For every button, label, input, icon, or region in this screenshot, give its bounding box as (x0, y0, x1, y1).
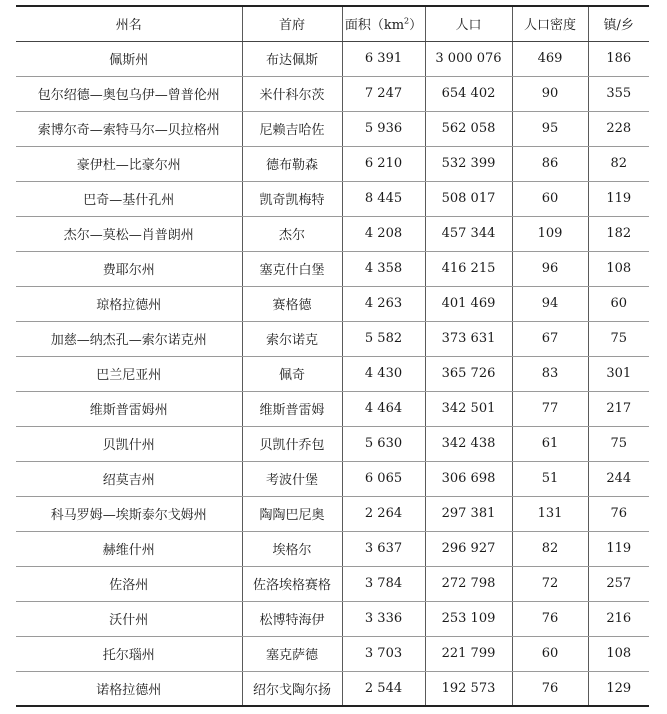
cell-density: 83 (512, 356, 588, 391)
cell-seat: 布达佩斯 (242, 41, 342, 76)
cell-towns: 75 (588, 426, 649, 461)
cell-towns: 301 (588, 356, 649, 391)
table-row (16, 321, 649, 356)
cell-population: 654 402 (425, 76, 512, 111)
cell-towns: 108 (588, 636, 649, 671)
cell-area: 5 582 (342, 321, 425, 356)
cell-county: 科马罗姆—埃斯泰尔戈姆州 (16, 496, 242, 531)
cell-county: 诺格拉德州 (16, 671, 242, 706)
cell-population: 296 927 (425, 531, 512, 566)
table-row (16, 251, 649, 286)
cell-towns: 186 (588, 41, 649, 76)
cell-towns: 244 (588, 461, 649, 496)
cell-county: 赫维什州 (16, 531, 242, 566)
cell-county: 杰尔—莫松—肖普朗州 (16, 216, 242, 251)
cell-county: 维斯普雷姆州 (16, 391, 242, 426)
county-table (16, 5, 649, 707)
cell-seat: 绍尔戈陶尔扬 (242, 671, 342, 706)
cell-county: 佩斯州 (16, 41, 242, 76)
cell-density: 109 (512, 216, 588, 251)
cell-density: 96 (512, 251, 588, 286)
cell-seat: 塞克萨德 (242, 636, 342, 671)
cell-area: 2 264 (342, 496, 425, 531)
cell-county: 绍莫吉州 (16, 461, 242, 496)
table-row (16, 356, 649, 391)
header-area (342, 6, 425, 41)
cell-population: 221 799 (425, 636, 512, 671)
header-area-sup: 2 (404, 16, 410, 26)
table-row (16, 286, 649, 321)
cell-seat: 考波什堡 (242, 461, 342, 496)
cell-area: 2 544 (342, 671, 425, 706)
cell-population: 457 344 (425, 216, 512, 251)
table-row (16, 111, 649, 146)
cell-population: 342 501 (425, 391, 512, 426)
cell-population: 532 399 (425, 146, 512, 181)
table-row (16, 531, 649, 566)
cell-county: 费耶尔州 (16, 251, 242, 286)
cell-area: 4 430 (342, 356, 425, 391)
cell-area: 5 630 (342, 426, 425, 461)
cell-towns: 75 (588, 321, 649, 356)
cell-density: 94 (512, 286, 588, 321)
table-header (16, 6, 649, 41)
cell-density: 72 (512, 566, 588, 601)
cell-density: 90 (512, 76, 588, 111)
cell-population: 192 573 (425, 671, 512, 706)
header-seat: 首府 (242, 6, 342, 41)
cell-towns: 119 (588, 531, 649, 566)
cell-towns: 257 (588, 566, 649, 601)
cell-area: 8 445 (342, 181, 425, 216)
header-county: 州名 (16, 6, 242, 41)
cell-density: 131 (512, 496, 588, 531)
cell-area: 3 336 (342, 601, 425, 636)
cell-density: 469 (512, 41, 588, 76)
cell-area: 3 703 (342, 636, 425, 671)
cell-density: 76 (512, 671, 588, 706)
cell-population: 416 215 (425, 251, 512, 286)
table-row (16, 76, 649, 111)
cell-county: 佐洛州 (16, 566, 242, 601)
table-row (16, 671, 649, 706)
cell-county: 加慈—纳杰孔—索尔诺克州 (16, 321, 242, 356)
cell-towns: 355 (588, 76, 649, 111)
cell-seat: 杰尔 (242, 216, 342, 251)
cell-towns: 228 (588, 111, 649, 146)
cell-seat: 赛格德 (242, 286, 342, 321)
header-towns: 镇/乡 (588, 6, 649, 41)
cell-seat: 佐洛埃格赛格 (242, 566, 342, 601)
cell-area: 4 358 (342, 251, 425, 286)
cell-county: 沃什州 (16, 601, 242, 636)
cell-towns: 119 (588, 181, 649, 216)
cell-population: 253 109 (425, 601, 512, 636)
cell-towns: 60 (588, 286, 649, 321)
cell-seat: 索尔诺克 (242, 321, 342, 356)
cell-area: 6 391 (342, 41, 425, 76)
header-row (16, 6, 649, 41)
cell-density: 60 (512, 181, 588, 216)
cell-density: 77 (512, 391, 588, 426)
cell-seat: 贝凯什乔包 (242, 426, 342, 461)
cell-density: 51 (512, 461, 588, 496)
cell-area: 6 210 (342, 146, 425, 181)
county-table-container (16, 5, 649, 707)
cell-population: 373 631 (425, 321, 512, 356)
cell-towns: 82 (588, 146, 649, 181)
cell-county: 巴奇—基什孔州 (16, 181, 242, 216)
cell-seat: 米什科尔茨 (242, 76, 342, 111)
cell-towns: 182 (588, 216, 649, 251)
cell-population: 3 000 076 (425, 41, 512, 76)
cell-seat: 尼赖吉哈佐 (242, 111, 342, 146)
cell-density: 67 (512, 321, 588, 356)
cell-seat: 埃格尔 (242, 531, 342, 566)
cell-density: 76 (512, 601, 588, 636)
cell-county: 索博尔奇—索特马尔—贝拉格州 (16, 111, 242, 146)
cell-population: 272 798 (425, 566, 512, 601)
table-row (16, 601, 649, 636)
cell-area: 4 208 (342, 216, 425, 251)
header-area-suffix: ） (409, 18, 423, 34)
cell-population: 342 438 (425, 426, 512, 461)
table-row (16, 146, 649, 181)
cell-county: 托尔瑙州 (16, 636, 242, 671)
table-row (16, 426, 649, 461)
cell-seat: 维斯普雷姆 (242, 391, 342, 426)
table-row (16, 41, 649, 76)
cell-area: 6 065 (342, 461, 425, 496)
table-row (16, 566, 649, 601)
cell-population: 365 726 (425, 356, 512, 391)
table-row (16, 461, 649, 496)
cell-county: 包尔绍德—奥包乌伊—曾普伦州 (16, 76, 242, 111)
cell-area: 3 784 (342, 566, 425, 601)
header-area-prefix: 面积（km (344, 18, 405, 34)
cell-density: 82 (512, 531, 588, 566)
cell-area: 3 637 (342, 531, 425, 566)
cell-density: 60 (512, 636, 588, 671)
table-row (16, 636, 649, 671)
cell-area: 7 247 (342, 76, 425, 111)
cell-density: 95 (512, 111, 588, 146)
table-body (16, 41, 649, 706)
cell-seat: 凯奇凯梅特 (242, 181, 342, 216)
table-row (16, 391, 649, 426)
cell-seat: 佩奇 (242, 356, 342, 391)
cell-county: 琼格拉德州 (16, 286, 242, 321)
cell-population: 297 381 (425, 496, 512, 531)
cell-area: 4 263 (342, 286, 425, 321)
cell-seat: 松博特海伊 (242, 601, 342, 636)
cell-seat: 德布勒森 (242, 146, 342, 181)
cell-population: 401 469 (425, 286, 512, 321)
header-population: 人口 (425, 6, 512, 41)
cell-towns: 76 (588, 496, 649, 531)
table-row (16, 181, 649, 216)
table-row (16, 216, 649, 251)
cell-towns: 217 (588, 391, 649, 426)
cell-population: 306 698 (425, 461, 512, 496)
cell-population: 562 058 (425, 111, 512, 146)
table-row (16, 496, 649, 531)
header-density: 人口密度 (512, 6, 588, 41)
cell-towns: 216 (588, 601, 649, 636)
cell-seat: 陶陶巴尼奥 (242, 496, 342, 531)
cell-density: 86 (512, 146, 588, 181)
cell-area: 4 464 (342, 391, 425, 426)
cell-towns: 129 (588, 671, 649, 706)
cell-population: 508 017 (425, 181, 512, 216)
cell-county: 豪伊杜—比豪尔州 (16, 146, 242, 181)
cell-county: 贝凯什州 (16, 426, 242, 461)
cell-density: 61 (512, 426, 588, 461)
cell-seat: 塞克什白堡 (242, 251, 342, 286)
cell-towns: 108 (588, 251, 649, 286)
cell-area: 5 936 (342, 111, 425, 146)
cell-county: 巴兰尼亚州 (16, 356, 242, 391)
